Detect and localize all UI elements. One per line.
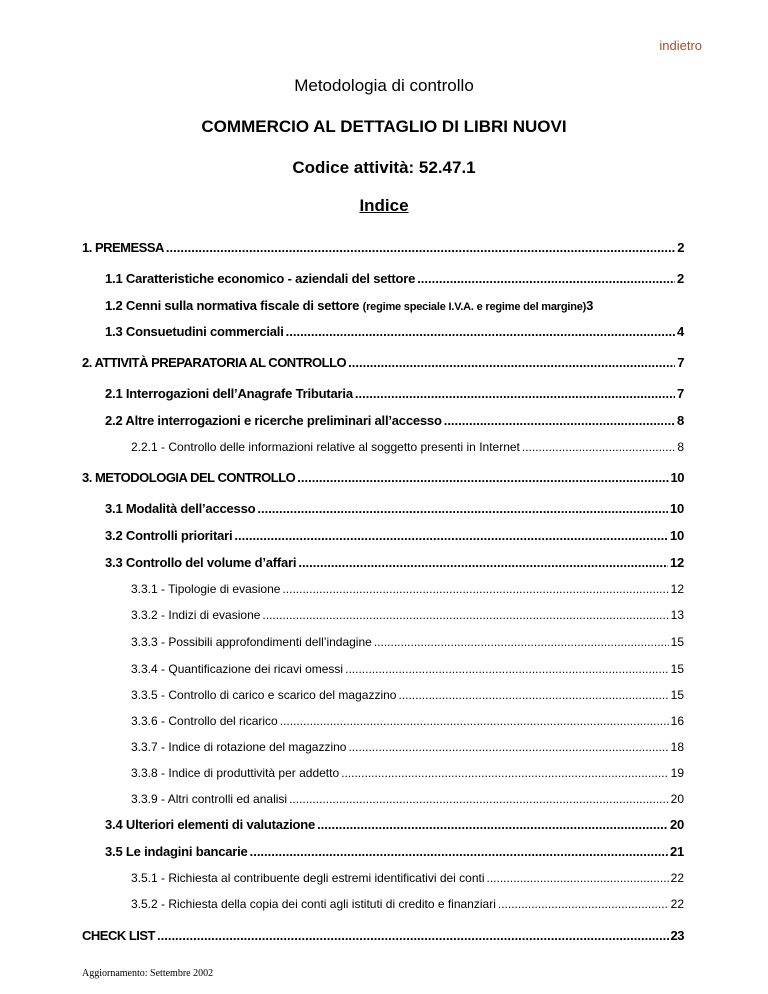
toc-entry-label: 3.3.1 - Tipologie di evasione — [131, 582, 281, 596]
toc-entry-page: 8 — [677, 440, 684, 454]
toc-entry-label: 1.3 Consuetudini commerciali — [105, 324, 284, 339]
toc-entry-page: 23 — [670, 928, 684, 943]
toc-entry-label: 3.3.7 - Indice di rotazione del magazzino — [131, 740, 347, 754]
toc-entry[interactable] — [105, 555, 684, 570]
toc-entry-label: 3.3.6 - Controllo del ricarico — [131, 714, 278, 728]
toc-entry-page: 19 — [670, 766, 684, 780]
toc-entry-label: 3.5 Le indagini bancarie — [105, 844, 248, 859]
toc-entry-page: 15 — [670, 662, 684, 676]
toc-entry-label: 2. ATTIVITÀ PREPARATORIA AL CONTROLLO — [82, 355, 347, 370]
update-footer: Aggiornamento: Settembre 2002 — [82, 968, 214, 979]
toc-entry-page: 20 — [669, 817, 684, 832]
toc-entry[interactable] — [105, 501, 684, 516]
toc-entry[interactable] — [82, 928, 684, 943]
toc-entry-page: 21 — [669, 844, 684, 859]
toc-entry-label: 3.2 Controlli prioritari — [105, 528, 233, 543]
toc-entry[interactable] — [131, 740, 684, 754]
toc-entry[interactable] — [82, 355, 684, 370]
toc-entry[interactable] — [131, 714, 684, 728]
toc-entry-page: 7 — [677, 355, 684, 370]
toc-entry[interactable] — [131, 635, 684, 649]
toc-entry-label: 3.3.9 - Altri controlli ed analisi — [131, 792, 288, 806]
toc-entry[interactable] — [105, 844, 684, 859]
toc-entry[interactable] — [105, 386, 684, 401]
toc-entry[interactable] — [105, 528, 684, 543]
toc-entry-page: 12 — [670, 582, 684, 596]
toc-entry[interactable] — [131, 792, 684, 806]
toc-entry[interactable] — [105, 271, 684, 286]
toc-entry-page: 8 — [676, 413, 684, 428]
toc-entry-label: CHECK LIST — [82, 928, 155, 943]
toc-entry-page: 10 — [670, 470, 684, 485]
toc-entry-label: 1.1 Caratteristiche economico - aziendali del settore — [105, 271, 416, 286]
toc-entry[interactable] — [105, 817, 684, 832]
toc-entry-page: 13 — [670, 608, 684, 622]
toc-entry-page: 16 — [670, 714, 684, 728]
toc-entry-label-note: (regime speciale I.V.A. e regime del margine) — [362, 301, 587, 313]
toc-entry-page: 7 — [676, 386, 684, 401]
toc-entry-label: 3.3.8 - Indice di produttività per addetto — [131, 766, 340, 780]
toc-entry-page: 2 — [676, 271, 684, 286]
toc-entry-label: 3. METODOLOGIA DEL CONTROLLO — [82, 470, 296, 485]
toc-entry-page: 2 — [677, 240, 684, 255]
toc-entry-label: 3.3 Controllo del volume d’affari — [105, 555, 297, 570]
toc-entry-label: 3.5.1 - Richiesta al contribuente degli estremi identificativi dei conti — [131, 871, 485, 885]
toc-entry-label: 1.2 Cenni sulla normativa fiscale di settore — [105, 298, 360, 313]
toc-entry[interactable] — [131, 688, 684, 702]
toc-entry-label: 2.1 Interrogazioni dell’Anagrafe Tributaria — [105, 386, 353, 401]
toc-entry[interactable] — [105, 324, 684, 339]
toc-entry-label: 3.4 Ulteriori elementi di valutazione — [105, 817, 316, 832]
toc-entry[interactable] — [82, 240, 684, 255]
toc-entry-label: 3.3.5 - Controllo di carico e scarico del magazzino — [131, 688, 397, 702]
toc-entry-label: 3.3.2 - Indizi di evasione — [131, 608, 261, 622]
toc-entry[interactable] — [82, 470, 684, 485]
toc-entry[interactable] — [131, 608, 684, 622]
toc-entry[interactable] — [131, 766, 684, 780]
toc-entry-label: 2.2 Altre interrogazioni e ricerche preliminari all’accesso — [105, 413, 442, 428]
document-title: COMMERCIO AL DETTAGLIO DI LIBRI NUOVI — [201, 117, 567, 136]
toc-entry-page: 22 — [670, 897, 684, 911]
toc-entry[interactable] — [105, 413, 684, 428]
activity-code: Codice attività: 52.47.1 — [292, 158, 476, 177]
toc-entry[interactable] — [131, 897, 684, 911]
toc-entry[interactable] — [131, 662, 684, 676]
toc-entry-page: 15 — [670, 635, 684, 649]
toc-entry-page: 15 — [670, 688, 684, 702]
toc-entry-page: 10 — [669, 501, 684, 516]
index-heading: Indice — [359, 196, 409, 215]
toc-entry-label: 3.1 Modalità dell’accesso — [105, 501, 256, 516]
toc-entry-page: 10 — [669, 528, 684, 543]
toc-entry-page: 22 — [670, 871, 684, 885]
toc-entry[interactable] — [131, 440, 684, 454]
toc-entry-page: 12 — [669, 555, 684, 570]
toc-entry-label: 3.3.4 - Quantificazione dei ricavi omessi — [131, 662, 344, 676]
toc-entry[interactable] — [131, 582, 684, 596]
toc-entry-label: 3.5.2 - Richiesta della copia dei conti agli istituti di credito e finanziari — [131, 897, 496, 911]
toc-entry-page: 18 — [670, 740, 684, 754]
toc-entry[interactable] — [105, 298, 684, 313]
toc-entry-label: 2.2.1 - Controllo delle informazioni relative al soggetto presenti in Internet — [131, 440, 520, 454]
toc-entry-label: 1. PREMESSA — [82, 240, 164, 255]
toc-entry-page: 3 — [586, 298, 594, 313]
toc-entry-label: 3.3.3 - Possibili approfondimenti dell’indagine — [131, 635, 372, 649]
toc-entry[interactable] — [131, 871, 684, 885]
back-link[interactable]: indietro — [659, 38, 702, 53]
toc-entry-page: 20 — [670, 792, 684, 806]
toc-entry-page: 4 — [676, 324, 684, 339]
document-subtitle: Metodologia di controllo — [294, 76, 474, 95]
